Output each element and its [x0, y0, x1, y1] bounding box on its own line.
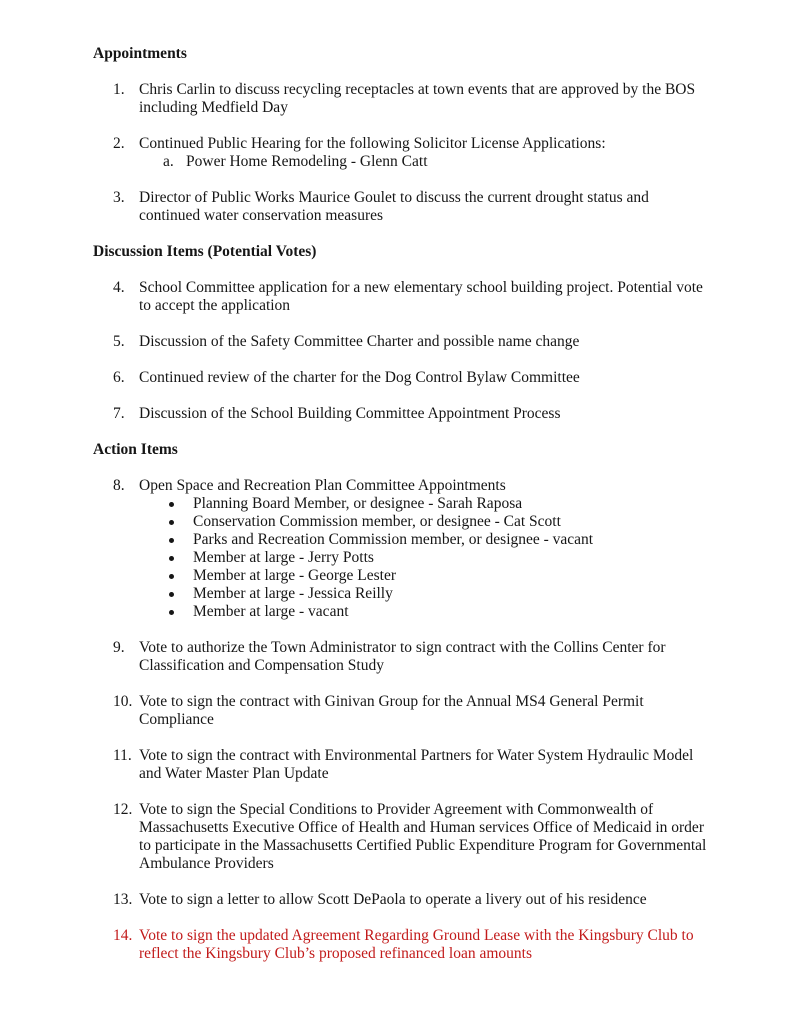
item-number: 5. [113, 333, 125, 350]
item-number: 4. [113, 279, 125, 296]
bullet-marker-icon [168, 531, 193, 549]
agenda-item [113, 279, 791, 315]
item-text: Vote to authorize the Town Administrator to sign contract with the Collins Center for Classification and Compensation Study [139, 639, 666, 674]
item-body [139, 279, 711, 315]
agenda-item [113, 477, 791, 621]
item-text: Vote to sign a letter to allow Scott DePaola to operate a livery out of his residence [139, 891, 647, 908]
item-text: Vote to sign the Special Conditions to Provider Agreement with Commonwealth of Massachusetts Executive Office of Health and Human services Office of Medicaid in order to participate in the Massachusetts Certified Public Expenditure Program for Governmental Ambulance Providers [139, 801, 707, 872]
item-text: Vote to sign the updated Agreement Regarding Ground Lease with the Kingsbury Club to reflect the Kingsbury Club’s proposed refinanced loan amounts [139, 927, 694, 962]
agenda-item [113, 801, 791, 873]
bullet-text: Member at large - vacant [193, 603, 349, 620]
sub-item [163, 153, 711, 171]
agenda-item [113, 891, 791, 909]
item-body [139, 405, 711, 423]
item-text: School Committee application for a new elementary school building project. Potential vote to accept the application [139, 279, 703, 314]
item-number: 11. [113, 747, 132, 764]
agenda-item [113, 693, 791, 729]
bullet-marker-icon [168, 513, 193, 531]
item-number: 14. [113, 927, 133, 944]
item-body [139, 135, 711, 171]
item-number: 8. [113, 477, 125, 494]
item-body [139, 189, 711, 225]
bullet-item [168, 603, 711, 621]
item-body [139, 927, 711, 963]
bullet-dot [169, 592, 174, 597]
bullet-item [168, 495, 711, 513]
bullet-item [168, 531, 711, 549]
bullet-marker-icon [168, 549, 193, 567]
bullet-text: Member at large - George Lester [193, 567, 396, 584]
item-number: 6. [113, 369, 125, 386]
item-text: Chris Carlin to discuss recycling receptacles at town events that are approved by the BOS including Medfield Day [139, 81, 696, 116]
item-text: Discussion of the School Building Committee Appointment Process [139, 405, 561, 422]
item-text: Continued Public Hearing for the following Solicitor License Applications: [139, 135, 606, 152]
item-body [139, 693, 711, 729]
sub-item-text: Power Home Remodeling - Glenn Catt [186, 153, 428, 170]
item-text: Open Space and Recreation Plan Committee Appointments [139, 477, 506, 494]
bullet-marker-icon [168, 585, 193, 603]
item-body [139, 747, 711, 783]
item-number: 10. [113, 693, 133, 710]
bullet-text: Planning Board Member, or designee - Sarah Raposa [193, 495, 523, 512]
agenda-item [113, 369, 791, 387]
item-body [139, 81, 711, 117]
bullet-dot [169, 520, 174, 525]
item-text: Vote to sign the contract with Ginivan Group for the Annual MS4 General Permit Compliance [139, 693, 644, 728]
bullet-dot [169, 610, 174, 615]
section-heading: Action Items [93, 441, 178, 458]
sub-item-letter: a. [163, 153, 174, 170]
item-number: 12. [113, 801, 133, 818]
item-text: Director of Public Works Maurice Goulet to discuss the current drought status and continued water conservation measures [139, 189, 649, 224]
item-body [139, 891, 711, 909]
agenda-item [113, 927, 791, 963]
item-text: Discussion of the Safety Committee Charter and possible name change [139, 333, 580, 350]
item-number: 9. [113, 639, 125, 656]
bullet-dot [169, 574, 174, 579]
item-number: 2. [113, 135, 125, 152]
agenda-item [113, 747, 791, 783]
item-number: 13. [113, 891, 133, 908]
bullet-marker-icon [168, 603, 193, 621]
item-body [139, 639, 711, 675]
section-heading: Appointments [93, 45, 187, 62]
agenda-item [113, 135, 791, 171]
bullet-text: Parks and Recreation Commission member, or designee - vacant [193, 531, 594, 548]
bullet-dot [169, 556, 174, 561]
item-number: 7. [113, 405, 125, 422]
bullet-marker-icon [168, 567, 193, 585]
item-text: Vote to sign the contract with Environmental Partners for Water System Hydraulic Model and Water Master Plan Update [139, 747, 694, 782]
bullet-item [168, 549, 711, 567]
agenda-item [113, 81, 791, 117]
section-heading: Discussion Items (Potential Votes) [93, 243, 317, 260]
bullet-text: Conservation Commission member, or designee - Cat Scott [193, 513, 561, 530]
bullet-text: Member at large - Jessica Reilly [193, 585, 393, 602]
agenda-item [113, 405, 791, 423]
item-text: Continued review of the charter for the Dog Control Bylaw Committee [139, 369, 580, 386]
item-number: 1. [113, 81, 125, 98]
bullet-text: Member at large - Jerry Potts [193, 549, 374, 566]
agenda-item [113, 189, 791, 225]
item-body [139, 369, 711, 387]
item-body [139, 477, 711, 621]
bullet-dot [169, 538, 174, 543]
bullet-marker-icon [168, 495, 193, 513]
bullet-item [168, 585, 711, 603]
agenda-item [113, 333, 791, 351]
bullet-item [168, 567, 711, 585]
item-body [139, 333, 711, 351]
agenda-item [113, 639, 791, 675]
item-number: 3. [113, 189, 125, 206]
bullet-item [168, 513, 711, 531]
bullet-dot [169, 502, 174, 507]
item-body [139, 801, 711, 873]
